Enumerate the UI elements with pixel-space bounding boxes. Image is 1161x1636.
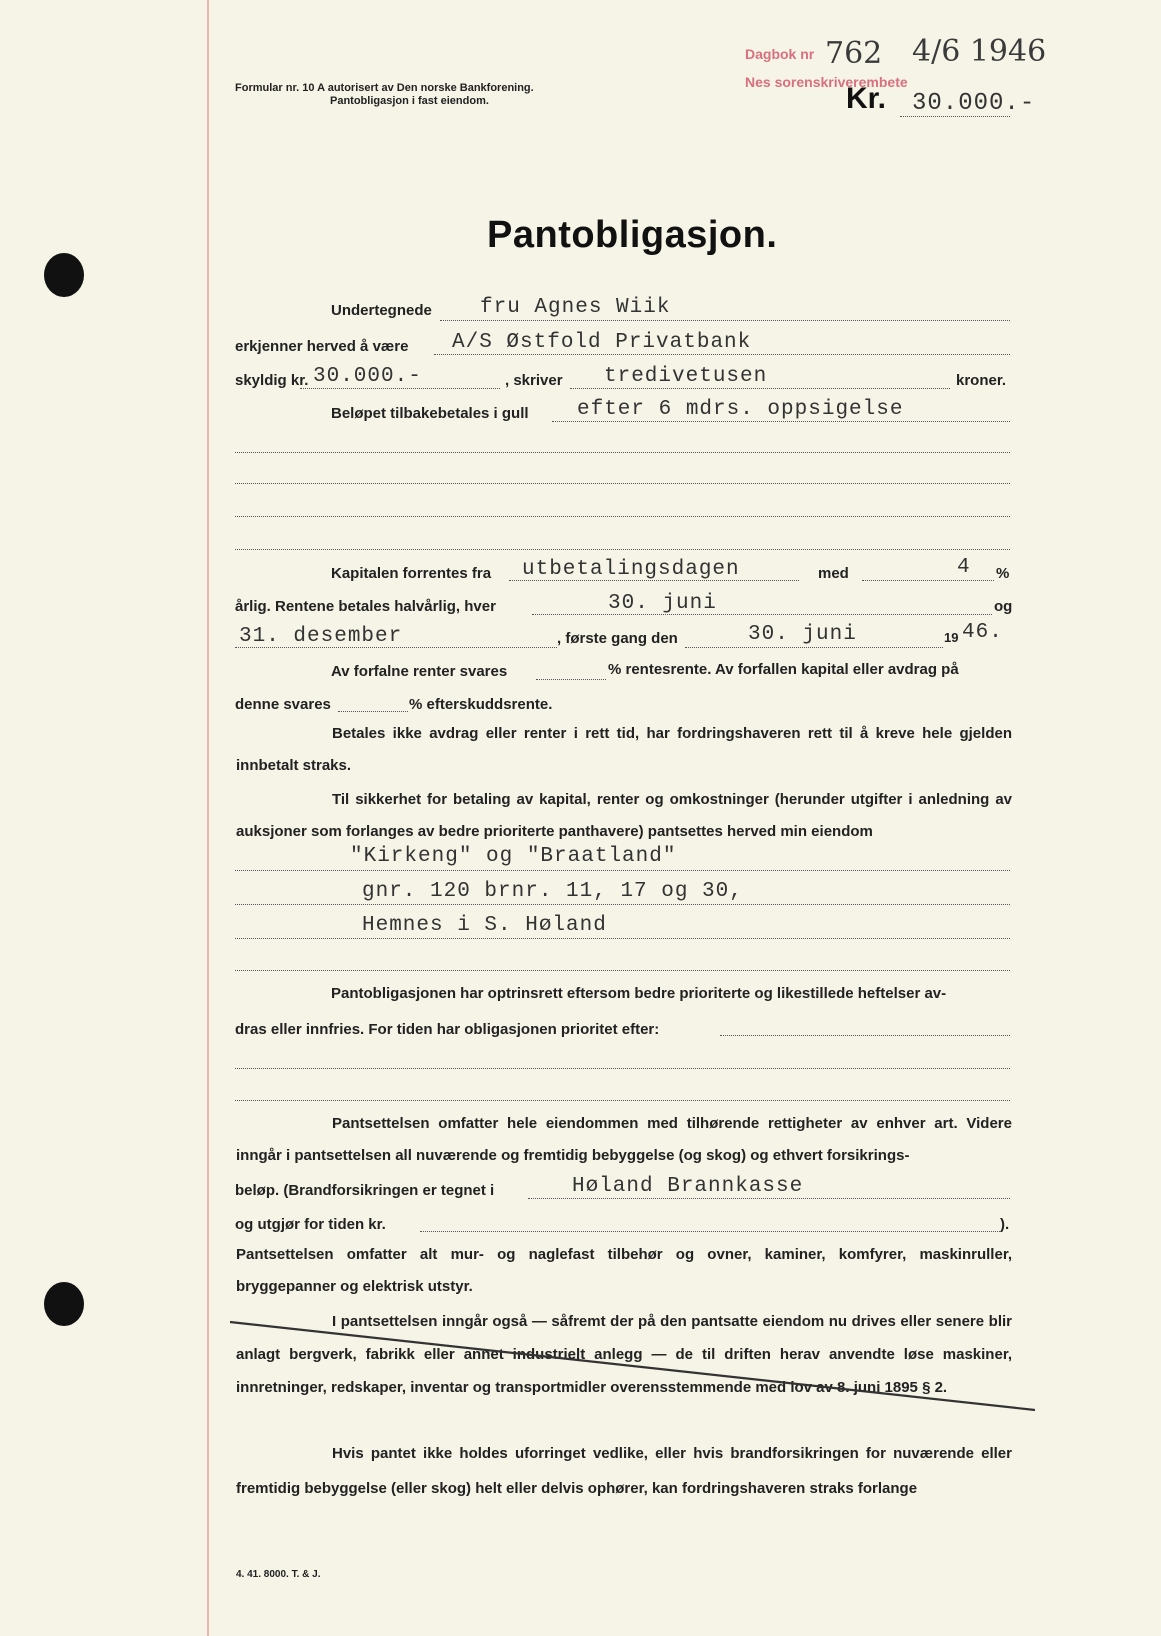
repayment-label: Beløpet tilbakebetales i gull bbox=[331, 405, 529, 422]
security-clause: Til sikkerhet for betaling av kapital, renter og omkostninger (herunder utgifter i anledning av auksjoner som forlanges av bedre prioriterte panthavere) pantsettes herved min eiendom bbox=[236, 791, 1012, 840]
blank-line bbox=[235, 549, 1010, 550]
late-interest-label: % efterskuddsrente. bbox=[409, 696, 553, 713]
insurance-label: beløp. (Brandforsikringen er tegnet i bbox=[235, 1182, 495, 1199]
percent-label: % bbox=[996, 565, 1010, 582]
insurance-amount-label: og utgjør for tiden kr. bbox=[235, 1216, 386, 1233]
blank-line bbox=[235, 452, 1010, 453]
semiannual-label: årlig. Rentene betales halvårlig, hver bbox=[235, 598, 496, 615]
debtor-name: fru Agnes Wiik bbox=[480, 296, 671, 319]
interest-from-date: utbetalingsdagen bbox=[522, 558, 740, 581]
field-line bbox=[532, 614, 992, 615]
registry-stamp-office: Nes sorenskriverembete bbox=[745, 74, 908, 90]
debt-amount: 30.000.- bbox=[313, 365, 422, 388]
document-title: Pantobligasjon. bbox=[487, 214, 778, 256]
skriver-label: , skriver bbox=[505, 372, 563, 389]
med-label: med bbox=[818, 565, 849, 582]
registry-stamp-label: Dagbok nr bbox=[745, 46, 815, 62]
property-cadastral: gnr. 120 brnr. 11, 17 og 30, bbox=[362, 880, 743, 903]
first-payment-date: 30. juni bbox=[748, 623, 857, 646]
interest-date-2: 31. desember bbox=[239, 625, 403, 648]
field-line bbox=[528, 1198, 1010, 1199]
interest-from-label: Kapitalen forrentes fra bbox=[331, 565, 492, 582]
kr-label: Kr. bbox=[846, 82, 887, 115]
blank-line bbox=[235, 483, 1010, 484]
insurance-amount-close: ). bbox=[1000, 1216, 1010, 1233]
field-line bbox=[300, 388, 500, 389]
blank-line bbox=[235, 516, 1010, 517]
field-line bbox=[235, 870, 1010, 871]
field-line bbox=[536, 679, 606, 680]
amount-in-words: tredivetusen bbox=[604, 365, 768, 388]
field-line bbox=[235, 938, 1010, 939]
field-line bbox=[420, 1231, 1000, 1232]
repayment-terms: efter 6 mdrs. oppsigelse bbox=[577, 398, 904, 421]
year-prefix: 19 bbox=[944, 630, 959, 645]
deterioration-clause: Hvis pantet ikke holdes uforringet vedlike, eller hvis brandforsikringen for nuværende eller fremtidig bebyggelse (eller skog) helt eller delvis ophører, kan fordringshaveren straks forlange bbox=[236, 1445, 1012, 1497]
property-location: Hemnes i S. Høland bbox=[362, 914, 607, 937]
pledge-scope-clause: Pantsettelsen omfatter hele eiendommen med tilhørende rettigheter av enhver art. Videre inngår i pantsettelsen all nuværende og fremtidig bebyggelse (og skog) og ethvert forsikrings- bbox=[236, 1115, 1012, 1164]
erkjenner-label: erkjenner herved å være bbox=[235, 338, 409, 355]
field-line bbox=[570, 388, 950, 389]
interest-rate: 4 bbox=[957, 556, 971, 579]
registry-stamp-date: 4/6 1946 bbox=[912, 34, 1047, 69]
field-line bbox=[434, 354, 1010, 355]
field-line bbox=[862, 580, 994, 581]
undertegnede-label: Undertegnede bbox=[331, 302, 432, 319]
margin-line bbox=[207, 0, 209, 1636]
compound-interest-label: % rentesrente. Av forfallen kapital eller avdrag på bbox=[608, 661, 959, 678]
punch-hole bbox=[44, 253, 84, 297]
field-line bbox=[509, 580, 799, 581]
strike-line bbox=[225, 1310, 1040, 1420]
field-line bbox=[235, 647, 557, 648]
priority-clause-line1: Pantobligasjonen har optrinsrett eftersom bedre prioriterte og likestillede heftelser av- bbox=[331, 985, 947, 1002]
punch-hole bbox=[44, 1282, 84, 1326]
first-payment-year: 46. bbox=[962, 621, 1003, 644]
field-line bbox=[440, 320, 1010, 321]
interest-date-1: 30. juni bbox=[608, 592, 717, 615]
blank-line bbox=[235, 1100, 1010, 1101]
field-line bbox=[235, 904, 1010, 905]
field-line bbox=[720, 1035, 1010, 1036]
form-header-line2: Pantobligasjon i fast eiendom. bbox=[330, 95, 489, 107]
fixtures-clause: Pantsettelsen omfatter alt mur- og naglefast tilbehør og ovner, kaminer, komfyrer, maskinruller, bryggepanner og elektrisk utstyr. bbox=[236, 1246, 1012, 1295]
field-line bbox=[685, 647, 943, 648]
field-line bbox=[552, 421, 1010, 422]
first-payment-label: , første gang den bbox=[557, 630, 678, 647]
insurance-company: Høland Brannkasse bbox=[572, 1175, 804, 1198]
blank-line bbox=[235, 970, 1010, 971]
overdue-interest-label: Av forfalne renter svares bbox=[331, 663, 508, 680]
kr-amount: 30.000.- bbox=[912, 90, 1036, 117]
default-clause: Betales ikke avdrag eller renter i rett tid, har fordringshaveren rett til å kreve hele gjelden innbetalt straks. bbox=[236, 725, 1012, 774]
priority-clause-line2: dras eller innfries. For tiden har obligasjonen prioritet efter: bbox=[235, 1021, 660, 1038]
denne-label: denne svares bbox=[235, 696, 331, 713]
skyldig-label: skyldig kr. bbox=[235, 372, 309, 389]
kroner-label: kroner. bbox=[956, 372, 1007, 389]
creditor-name: A/S Østfold Privatbank bbox=[452, 331, 752, 354]
property-names: "Kirkeng" og "Braatland" bbox=[350, 845, 677, 868]
kr-amount-line bbox=[900, 116, 1010, 117]
registry-stamp-number: 762 bbox=[825, 36, 883, 71]
field-line bbox=[338, 711, 408, 712]
industrial-clause: I pantsettelsen inngår også — såfremt der på den pantsatte eiendom nu drives eller senere blir anlagt bergverk, fabrikk eller annet industrielt anlegg — de til driften herav anvendte løse maskiner, innretninger, redskaper, inventar og transportmidler overensstemmende med lov av 8. juni 1895 § 2. bbox=[236, 1313, 1012, 1396]
form-header-line1: Formular nr. 10 A autorisert av Den norske Bankforening. bbox=[235, 82, 534, 94]
printer-mark: 4. 41. 8000. T. & J. bbox=[236, 1569, 321, 1580]
blank-line bbox=[235, 1068, 1010, 1069]
og-label: og bbox=[994, 598, 1013, 615]
